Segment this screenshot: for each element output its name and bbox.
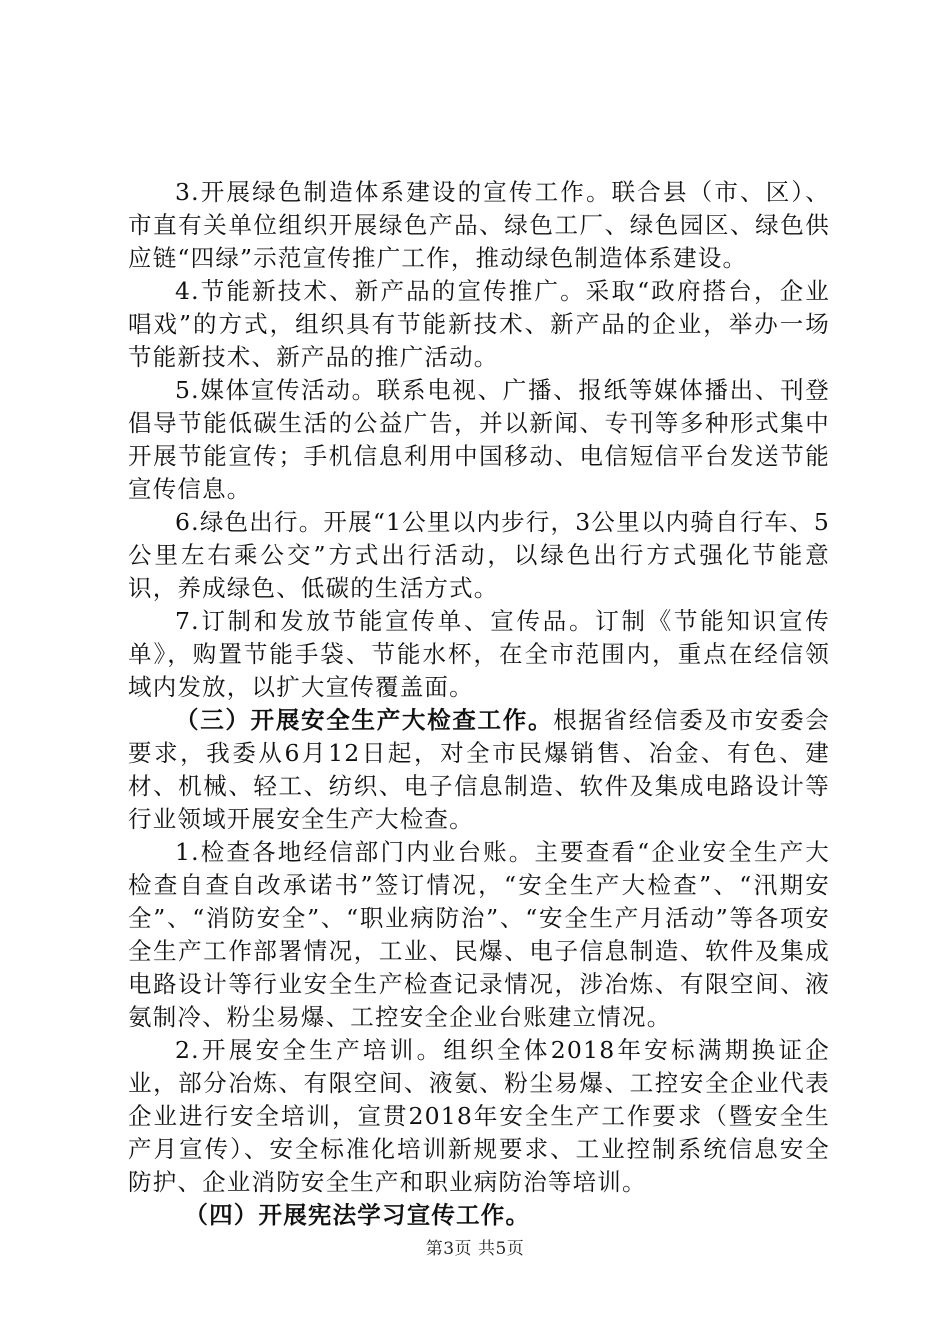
paragraph-safety-inspection — [128, 704, 830, 836]
paragraph-text: 7.订制和发放节能宣传单、宣传品。订制《节能知识宣传单》，购置节能手袋、节能水杯，在全市范围内，重点在经信领域内发放，以扩大宣传覆盖面。 — [128, 607, 830, 701]
paragraph-text: 根据省经信委及市安委会要求，我委从6月12日起，对全市民爆销售、冶金、有色、建材、机械、轻工、纺织、电子信息制造、软件及集成电路设计等行业领域开展安全生产大检查。 — [128, 706, 831, 833]
paragraph-safety-training — [128, 1034, 830, 1199]
paragraph-green-travel — [128, 506, 830, 605]
paragraph-media-campaign — [128, 374, 830, 506]
document-body — [128, 176, 830, 1232]
paragraph-text: 6.绿色出行。开展“1公里以内步行，3公里以内骑自行车、5公里左右乘公交”方式出行活动，以绿色出行方式强化节能意识，养成绿色、低碳的生活方式。 — [128, 508, 830, 602]
paragraph-leaflets — [128, 605, 830, 704]
paragraph-text: 1.检查各地经信部门内业台账。主要查看“企业安全生产大检查自查自改承诺书”签订情况，“安全生产大检查”、“汛期安全”、“消防安全”、“职业病防治”、“安全生产月活动”等各项安全生产工作部署情况，工业、民爆、电子信息制造、软件及集成电路设计等行业安全生产检查记录情况，涉冶炼、有限空间、液氨制冷、粉尘易爆、工控安全企业台账建立情况。 — [128, 838, 830, 1031]
paragraph-energy-tech-promotion — [128, 275, 830, 374]
paragraph-text: 4.节能新技术、新产品的宣传推广。采取“政府搭台，企业唱戏”的方式，组织具有节能新技术、新产品的企业，举办一场节能新技术、新产品的推广活动。 — [128, 277, 830, 371]
page-number-footer: 第3页 共5页 — [425, 1239, 525, 1259]
section-heading: （三）开展安全生产大检查工作。 — [175, 706, 554, 734]
paragraph-text: 5.媒体宣传活动。联系电视、广播、报纸等媒体播出、刊登倡导节能低碳生活的公益广告，并以新闻、专刊等多种形式集中开展节能宣传；手机信息利用中国移动、电信短信平台发送节能宣传信息。 — [128, 376, 830, 503]
section-heading-constitution — [128, 1199, 830, 1232]
paragraph-green-manufacturing — [128, 176, 830, 275]
section-heading-text: （四）开展宪法学习宣传工作。 — [184, 1201, 531, 1229]
paragraph-text: 3.开展绿色制造体系建设的宣传工作。联合县（市、区）、市直有关单位组织开展绿色产品、绿色工厂、绿色园区、绿色供应链“四绿”示范宣传推广工作，推动绿色制造体系建设。 — [128, 178, 830, 272]
paragraph-text: 2.开展安全生产培训。组织全体2018年安标满期换证企业，部分冶炼、有限空间、液氨、粉尘易爆、工控安全企业代表企业进行安全培训，宣贯2018年安全生产工作要求（暨安全生产月宣传）、安全标准化培训新规要求、工业控制系统信息安全防护、企业消防安全生产和职业病防治等培训。 — [128, 1036, 830, 1196]
paragraph-ledger-check — [128, 836, 830, 1034]
